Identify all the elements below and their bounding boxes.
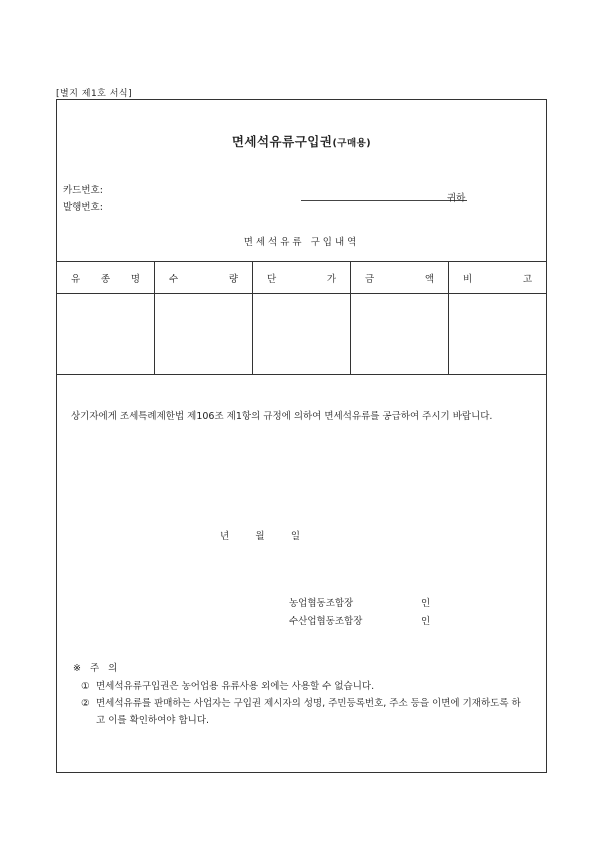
request-statement: 상기자에게 조세특례제한법 제106조 제1항의 규정에 의하여 면세석유류를 공급하여 주시기 바랍니다. — [71, 411, 493, 422]
date-year-label: 년 — [220, 531, 230, 542]
date-row — [220, 528, 300, 542]
note-item — [81, 678, 526, 695]
table-row — [57, 294, 547, 375]
header-char: 고 — [522, 273, 532, 285]
note-number: ② — [81, 698, 90, 709]
header-char: 비 — [463, 273, 473, 285]
cell-remarks — [449, 294, 547, 375]
form-number-label: [별지 제1호 서식] — [56, 89, 133, 99]
cell-amount — [351, 294, 449, 375]
signatory-agri-coop: 농업협동조합장 — [289, 598, 354, 609]
header-char: 종 — [100, 273, 111, 285]
note-text: 면세석유류를 판매하는 사업자는 구입권 제시자의 성명, 주민등록번호, 주소 등을 이면에 기재하도록 하고 이를 확인하여야 합니다. — [96, 698, 521, 726]
seal-mark: 인 — [421, 598, 431, 609]
form-title — [57, 132, 546, 150]
form-title-main: 면세석유류구입권 — [231, 134, 333, 149]
date-month-label: 월 — [255, 531, 265, 542]
header-char: 수 — [169, 273, 179, 285]
card-number-label: 카드번호: — [63, 185, 103, 196]
header-amount — [351, 262, 449, 294]
cell-unit-price — [253, 294, 351, 375]
header-remarks — [449, 262, 547, 294]
note-item — [81, 695, 526, 729]
notes-title: ※ 주 의 — [73, 663, 121, 674]
form-frame — [56, 99, 547, 773]
header-char: 가 — [326, 273, 336, 285]
note-number: ① — [81, 681, 90, 692]
date-day-label: 일 — [290, 531, 300, 542]
purchase-details-table — [56, 261, 547, 375]
header-quantity — [155, 262, 253, 294]
seal-mark: 인 — [421, 616, 431, 627]
form-title-suffix: (구매용) — [332, 138, 372, 149]
cell-quantity — [155, 294, 253, 375]
header-char: 명 — [130, 273, 140, 285]
header-unit-price — [253, 262, 351, 294]
issue-number-label: 발행번호: — [63, 202, 103, 213]
signatory-fish-coop: 수산업협동조합장 — [289, 616, 363, 627]
purchase-details-title: 면세석유류 구입내역 — [243, 237, 360, 248]
header-char: 유 — [71, 273, 81, 285]
recipient-honorific: 귀하 — [447, 193, 466, 204]
header-fuel-type — [57, 262, 155, 294]
recipient-name-line — [301, 200, 467, 201]
header-char: 액 — [424, 273, 434, 285]
cell-fuel-type — [57, 294, 155, 375]
note-text: 면세석유류구입권은 농어업용 유류사용 외에는 사용할 수 없습니다. — [96, 681, 375, 692]
header-char: 단 — [267, 273, 277, 285]
header-char: 량 — [228, 273, 238, 285]
table-header-row — [57, 262, 547, 294]
header-char: 금 — [365, 273, 375, 285]
